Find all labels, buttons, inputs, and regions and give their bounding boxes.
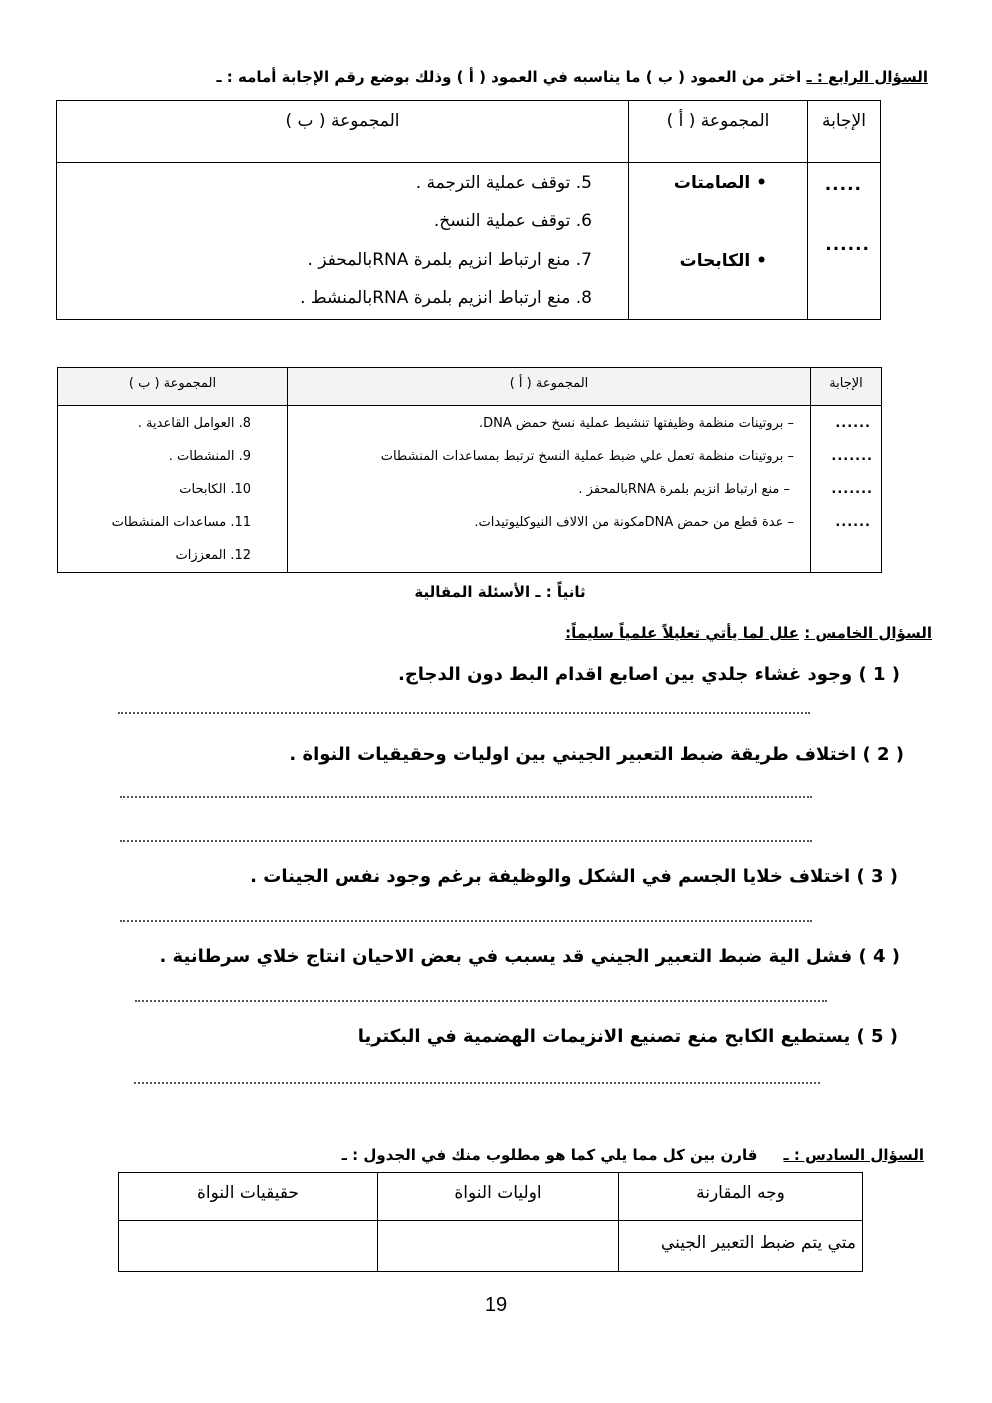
q6-heading <box>224 1146 924 1164</box>
group-b-item: 5. توقف عملية الترجمة . <box>415 173 592 193</box>
group-a-item: – بروتينات منظمة وظيفتها تنشيط عملية نسخ حمض DNA. <box>478 416 794 431</box>
header-comparison-aspect: وجه المقارنة <box>619 1173 863 1221</box>
group-b-item: 9. المنشطات . <box>168 449 251 464</box>
q4-heading <box>128 68 928 86</box>
group-b-item: 10. الكابحات <box>179 482 251 497</box>
t2-group-b-cell <box>58 406 288 573</box>
group-a-item: – منع ارتباط انزيم بلمرة RNAبالمحفز . <box>578 482 790 497</box>
answer-line[interactable] <box>120 796 812 798</box>
answer-blank[interactable]: ...... <box>835 515 871 530</box>
answer-blank[interactable]: ....... <box>831 482 873 497</box>
q5-title: السؤال الخامس : <box>804 624 932 642</box>
group-a-item: • الكابحات <box>679 251 767 271</box>
q5-item-5: ( 5 ) يستطيع الكابح منع تصنيع الانزيمات الهضمية في البكتريا <box>357 1026 898 1047</box>
t1-header-answer: الإجابة <box>808 101 881 163</box>
answer-cell-prokaryotes[interactable] <box>378 1221 619 1272</box>
group-a-item: – بروتينات منظمة تعمل علي ضبط عملية النسخ ترتبط بمساعدات المنشطات <box>380 449 794 464</box>
t1-header-group-a: المجموعة ( أ ) <box>629 101 808 163</box>
group-b-item: 7. منع ارتباط انزيم بلمرة RNAبالمحفز . <box>307 250 592 270</box>
group-b-item: 8. منع ارتباط انزيم بلمرة RNAبالمنشط . <box>300 288 592 308</box>
answer-line[interactable] <box>118 712 810 714</box>
t1-header-group-b: المجموعة ( ب ) <box>57 101 629 163</box>
matching-table-2 <box>57 367 882 573</box>
q5-item-4: ( 4 ) فشل الية ضبط التعبير الجيني قد يسبب في بعض الاحيان انتاج خلاي سرطانية . <box>159 946 900 967</box>
row-aspect: متي يتم ضبط التعبير الجيني <box>619 1221 863 1272</box>
q5-instruction: علل لما يأتي تعليلاً علمياً سليماً: <box>565 624 800 642</box>
answer-line[interactable] <box>134 1082 820 1084</box>
section-title: ثانياً : ـ الأسئلة المقالية <box>414 583 586 601</box>
answer-cell-eukaryotes[interactable] <box>119 1221 378 1272</box>
q6-title: السؤال السادس : ـ <box>783 1146 924 1164</box>
q4-title: السؤال الرابع : ـ <box>806 68 928 86</box>
answer-line[interactable] <box>135 1000 827 1002</box>
t2-group-a-cell <box>288 406 811 573</box>
group-b-item: 12. المعززات <box>175 548 251 563</box>
page-number: 19 <box>484 1294 508 1316</box>
answer-blank[interactable]: ...... <box>835 416 871 431</box>
matching-table-1 <box>56 100 881 320</box>
header-prokaryotes: اوليات النواة <box>378 1173 619 1221</box>
group-a-item: – عدة قطع من حمض DNAمكونة من الالاف النيوكليوتيدات. <box>474 515 794 530</box>
answer-blank[interactable]: ....... <box>831 449 873 464</box>
q5-item-1: ( 1 ) وجود غشاء جلدي بين اصابع اقدام البط دون الدجاج. <box>397 664 900 685</box>
t2-header-group-a: المجموعة ( أ ) <box>288 368 811 406</box>
t2-header-group-b: المجموعة ( ب ) <box>58 368 288 406</box>
group-a-item: • الصامتات <box>673 173 767 193</box>
t1-answers-cell <box>808 163 881 320</box>
group-b-item: 11. مساعدات المنشطات <box>111 515 251 530</box>
group-b-item: 6. توقف عملية النسخ. <box>433 211 592 231</box>
answer-blank[interactable]: ...... <box>825 235 870 255</box>
q6-instruction: قارن بين كل مما يلي كما هو مطلوب منك في الجدول : ـ <box>341 1146 758 1164</box>
comparison-table <box>118 1172 863 1272</box>
t2-answers-cell <box>811 406 882 573</box>
answer-line[interactable] <box>120 840 812 842</box>
header-eukaryotes: حقيقيات النواة <box>119 1173 378 1221</box>
q4-instruction: اختر من العمود ( ب ) ما يناسبه في العمود ( أ ) وذلك بوضع رقم الإجابة أمامه : ـ <box>216 68 802 86</box>
group-b-item: 8. العوامل القاعدية . <box>137 416 251 431</box>
t1-group-a-cell <box>629 163 808 320</box>
t1-group-b-cell <box>57 163 629 320</box>
q5-heading <box>232 624 932 642</box>
q5-item-2: ( 2 ) اختلاف طريقة ضبط التعبير الجيني بين اوليات وحقيقيات النواة . <box>289 744 904 765</box>
answer-blank[interactable]: ..... <box>824 175 862 195</box>
q5-item-3: ( 3 ) اختلاف خلايا الجسم في الشكل والوظيفة برغم وجود نفس الجينات . <box>250 866 898 887</box>
t2-header-answer: الإجابة <box>811 368 882 406</box>
answer-line[interactable] <box>120 920 812 922</box>
